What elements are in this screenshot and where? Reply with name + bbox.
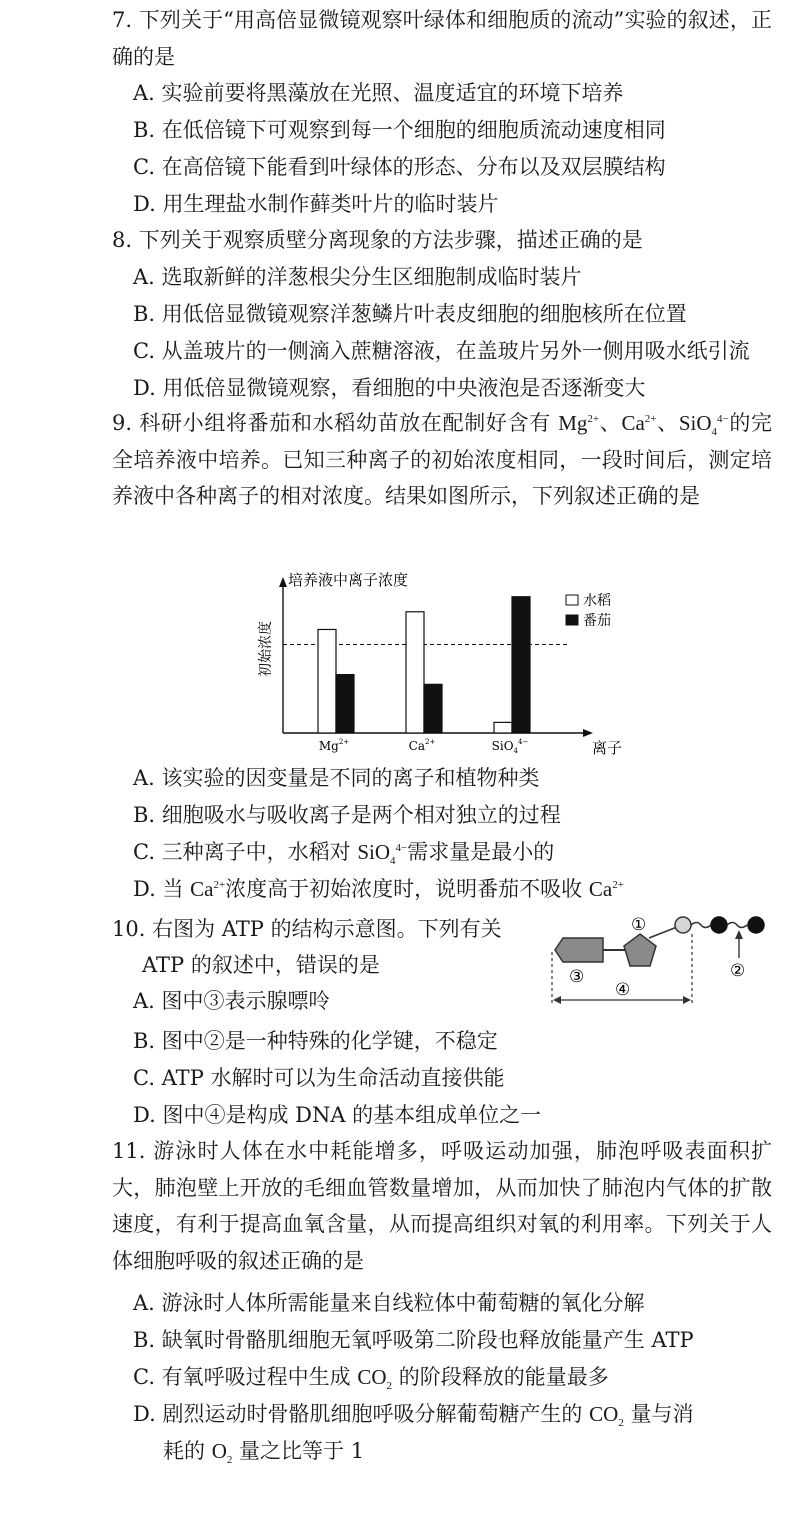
ion-ca-inline-2: $Ca^{2+}$ bbox=[588, 877, 624, 901]
ion-mg: $Mg^{2+}$ bbox=[558, 411, 600, 435]
diagram-label-1: ① bbox=[631, 915, 647, 935]
question-11-stem: 11. 游泳时人体在水中耗能增多，呼吸运动加强，肺泡呼吸表面积扩大，肺泡壁上开放的毛细血管数量增加，从而加快了肺泡内气体的扩散速度，有利于提高血氧含量，从而提高组织对氧的利用率。下列关于人体细胞呼吸的叙述正确的是 bbox=[112, 1139, 772, 1273]
question-10-stem-line1: 10. 右图为 ATP 的结构示意图。下列有关 bbox=[112, 917, 502, 941]
bar-tomato-2 bbox=[512, 597, 530, 733]
question-9-option-c[interactable]: C. 三种离子中，水稻对 SiO$_4^{4-}$需求量是最小的 bbox=[133, 840, 555, 868]
ion-ca: $Ca^{2+}$ bbox=[621, 411, 657, 435]
ion-concentration-chart bbox=[250, 565, 650, 765]
question-11-option-d-line1[interactable]: D. 剧烈运动时骨骼肌细胞呼吸分解葡萄糖产生的 $CO_2$ 量与消 bbox=[133, 1402, 694, 1430]
ion-sio4-inline: SiO$_4^{4-}$ bbox=[357, 840, 408, 868]
question-7-option-c[interactable]: C. 在高倍镜下能看到叶绿体的形态、分布以及双层膜结构 bbox=[133, 155, 666, 179]
legend-swatch-rice bbox=[566, 595, 578, 605]
phosphate-1 bbox=[675, 917, 691, 933]
question-9-stem: 9. 科研小组将番茄和水稻幼苗放在配制好含有 $Mg^{2+}$、$Ca^{2+}$、SiO$_4^{4-}$的完全培养液中培养。已知三种离子的初始浓度相同，一段时间后，测定培养液中各种离子的相对浓度。结果如图所示，下列叙述正确的是 bbox=[112, 411, 773, 508]
o2-formula: $O_2$ bbox=[211, 1439, 233, 1467]
x-tick-label-0: $Mg^{2+}$ bbox=[318, 738, 350, 753]
question-11-option-a[interactable]: A. 游泳时人体所需能量来自线粒体中葡萄糖的氧化分解 bbox=[133, 1291, 645, 1315]
question-9-option-a[interactable]: A. 该实验的因变量是不同的离子和植物种类 bbox=[133, 766, 540, 790]
chart-legend bbox=[566, 592, 611, 629]
question-10-option-d[interactable]: D. 图中④是构成 DNA 的基本组成单位之一 bbox=[133, 1103, 542, 1127]
legend-swatch-tomato bbox=[566, 615, 578, 625]
question-9-option-b[interactable]: B. 细胞吸水与吸收离子是两个相对独立的过程 bbox=[133, 803, 561, 827]
bar-tomato-0 bbox=[336, 675, 354, 733]
chart-xlabel: 离子 bbox=[592, 739, 623, 757]
bar-tomato-1 bbox=[424, 684, 442, 733]
chart-x-ticks bbox=[319, 738, 529, 755]
question-10-option-c[interactable]: C. ATP 水解时可以为生命活动直接供能 bbox=[133, 1066, 505, 1090]
x-tick-label-1: $Ca^{2+}$ bbox=[408, 738, 436, 753]
bar-rice-0 bbox=[318, 629, 336, 733]
diagram-label-4: ④ bbox=[615, 980, 631, 1000]
question-10-stem-line2: ATP 的叙述中，错误的是 bbox=[142, 953, 380, 977]
question-10-option-a[interactable]: A. 图中③表示腺嘌呤 bbox=[133, 989, 330, 1013]
question-8-option-c[interactable]: C. 从盖玻片的一侧滴入蔗糖溶液，在盖玻片另外一侧用吸水纸引流 bbox=[133, 339, 750, 363]
bar-rice-2 bbox=[494, 722, 512, 733]
co2-formula: $CO_2$ bbox=[357, 1365, 393, 1393]
legend-label-rice: 水稻 bbox=[583, 593, 611, 609]
question-11-option-b[interactable]: B. 缺氧时骨骼肌细胞无氧呼吸第二阶段也释放能量产生 ATP bbox=[133, 1328, 694, 1352]
ribose-shape bbox=[624, 934, 656, 966]
adenine-shape bbox=[555, 938, 603, 962]
chart-bars bbox=[318, 597, 530, 733]
question-7-option-a[interactable]: A. 实验前要将黑藻放在光照、温度适宜的环境下培养 bbox=[133, 81, 624, 105]
x-tick-label-2: SiO$_4^{4-}$ bbox=[491, 738, 529, 755]
diagram-label-3: ③ bbox=[569, 967, 585, 987]
co2-formula-2: $CO_2$ bbox=[589, 1402, 624, 1430]
question-9-stem-part2: 的完全培养液中培养。已知三种离子的初始浓度相同，一段时间后，测定培养液中各种离子的相对浓度。结果如图所示，下列叙述正确的是 bbox=[112, 411, 773, 508]
chart-ylabel: 培养液中离子浓度 bbox=[288, 571, 409, 589]
question-9-stem-part1: 9. 科研小组将番茄和水稻幼苗放在配制好含有 bbox=[112, 411, 559, 435]
question-7-option-b[interactable]: B. 在低倍镜下可观察到每一个细胞的细胞质流动速度相同 bbox=[133, 118, 666, 142]
question-8-stem: 8. 下列关于观察质壁分离现象的方法步骤，描述正确的是 bbox=[112, 228, 643, 252]
ion-ca-inline-1: $Ca^{2+}$ bbox=[190, 877, 226, 901]
question-11-option-d-line2[interactable]: 耗的 $O_2$ 量之比等于 1 bbox=[163, 1439, 365, 1467]
bar-rice-1 bbox=[406, 612, 424, 733]
question-9-option-d[interactable]: D. 当 $Ca^{2+}$浓度高于初始浓度时，说明番茄不吸收 $Ca^{2+}$ bbox=[133, 877, 624, 901]
question-7-stem: 7. 下列关于“用高倍显微镜观察叶绿体和细胞质的流动”实验的叙述，正确的是 bbox=[112, 8, 772, 69]
ion-sio4: SiO$_4^{4-}$ bbox=[678, 411, 729, 439]
atp-structure-diagram bbox=[545, 908, 780, 1028]
question-8-option-b[interactable]: B. 用低倍显微镜观察洋葱鳞片叶表皮细胞的细胞核所在位置 bbox=[133, 302, 687, 326]
legend-label-tomato: 番茄 bbox=[583, 613, 611, 629]
question-8-option-d[interactable]: D. 用低倍显微镜观察，看细胞的中央液泡是否逐渐变大 bbox=[133, 376, 646, 400]
chart-reference-label: 初始浓度 bbox=[258, 621, 274, 677]
question-8-option-a[interactable]: A. 选取新鲜的洋葱根尖分生区细胞制成临时装片 bbox=[133, 265, 582, 289]
phosphate-2 bbox=[711, 917, 727, 933]
question-7-option-d[interactable]: D. 用生理盐水制作藓类叶片的临时装片 bbox=[133, 192, 499, 216]
diagram-label-2: ② bbox=[730, 961, 746, 981]
question-10-option-b[interactable]: B. 图中②是一种特殊的化学键，不稳定 bbox=[133, 1029, 498, 1053]
question-11-option-c[interactable]: C. 有氧呼吸过程中生成 $CO_2$ 的阶段释放的能量最多 bbox=[133, 1365, 609, 1393]
phosphate-3 bbox=[748, 917, 764, 933]
